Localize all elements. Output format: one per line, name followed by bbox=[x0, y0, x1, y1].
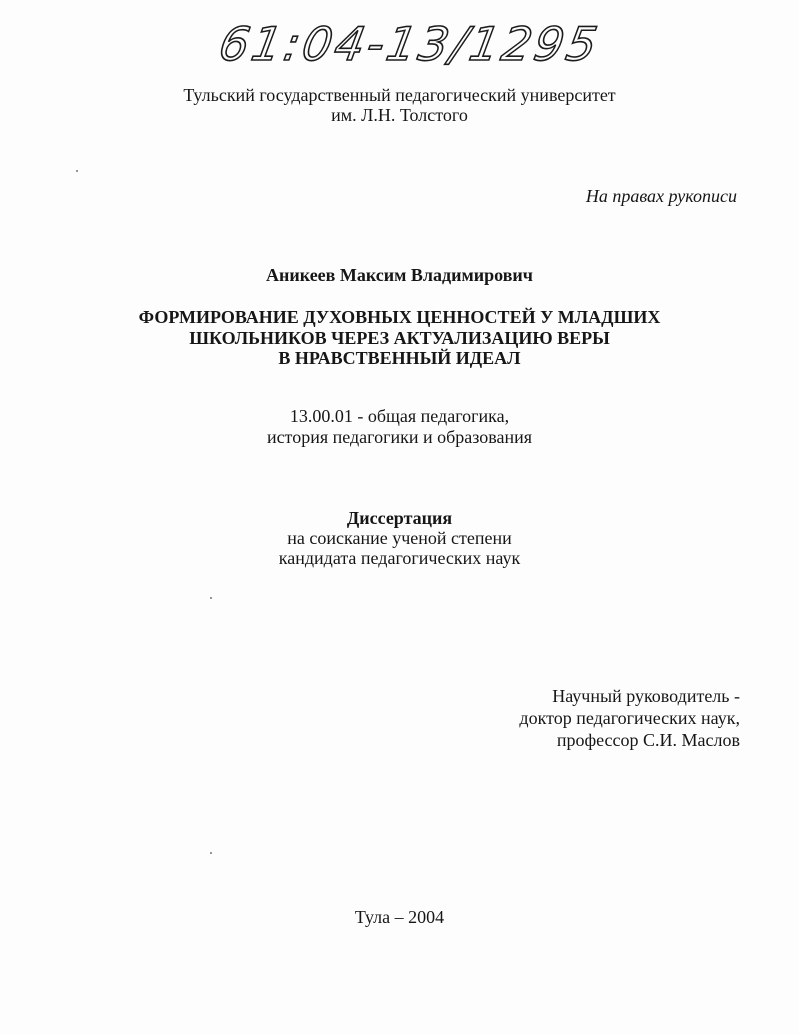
supervisor-name: профессор С.И. Маслов bbox=[556, 730, 740, 750]
specialty-code-line: 13.00.01 - общая педагогика, bbox=[289, 406, 510, 426]
specialty-name-line: история педагогики и образования bbox=[266, 427, 533, 447]
handwritten-catalog-number-drawing bbox=[215, 10, 604, 72]
university-honorific: им. Л.Н. Толстого bbox=[331, 105, 468, 125]
supervisor-block bbox=[380, 685, 740, 751]
supervisor-role: Научный руководитель - bbox=[552, 686, 740, 706]
dissertation-title-line-2: ШКОЛЬНИКОВ ЧЕРЕЗ АКТУАЛИЗАЦИЮ ВЕРЫ bbox=[189, 328, 610, 348]
dissertation-title-line-3: В НРАВСТВЕННЫЙ ИДЕАЛ bbox=[278, 348, 521, 368]
handwritten-catalog-number-text: 61:04-13/1295 bbox=[215, 17, 604, 71]
supervisor-degree: доктор педагогических наук, bbox=[519, 708, 740, 728]
handwritten-catalog-number bbox=[215, 10, 604, 72]
rights-note: На правах рукописи bbox=[585, 186, 737, 206]
scan-speck bbox=[210, 852, 212, 854]
scan-speck bbox=[210, 597, 212, 599]
scan-speck bbox=[76, 170, 78, 172]
author-name: Аникеев Максим Владимирович bbox=[266, 265, 533, 285]
work-type: Диссертация bbox=[346, 508, 453, 528]
dissertation-title-line-1: ФОРМИРОВАНИЕ ДУХОВНЫХ ЦЕННОСТЕЙ У МЛАДШИХ bbox=[138, 307, 661, 327]
city-year: Тула – 2004 bbox=[354, 907, 445, 927]
degree-line-2: кандидата педагогических наук bbox=[278, 548, 521, 568]
university-name: Тульский государственный педагогический университет bbox=[183, 85, 616, 105]
degree-line-1: на соискание ученой степени bbox=[287, 528, 512, 548]
